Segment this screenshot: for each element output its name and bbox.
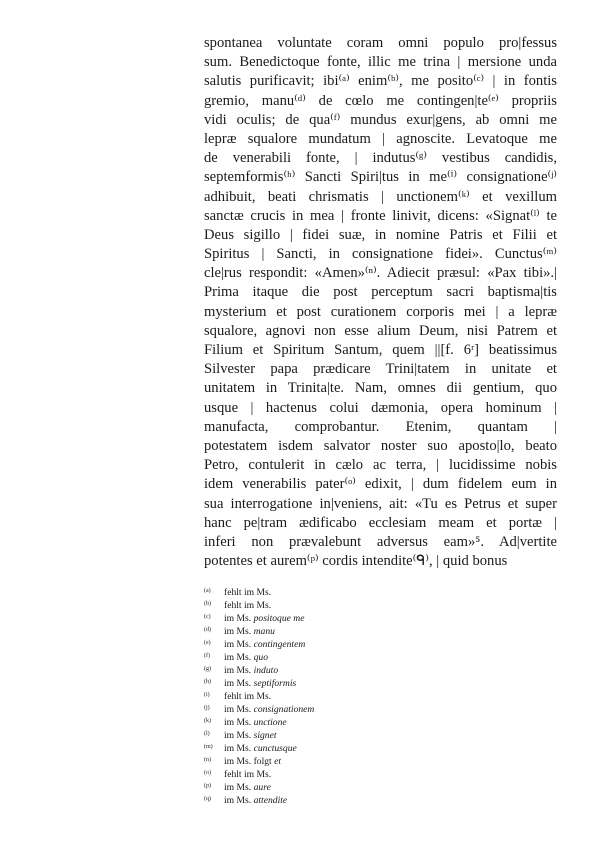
footnote-mark: (b): [204, 601, 211, 607]
footnote-reading: contingentem: [253, 639, 306, 650]
text-line: Silvester papa prædicare Trini|tatem in unitate et: [204, 361, 557, 378]
footnote-mark: (d): [204, 627, 211, 633]
footnote-mark: (p): [204, 783, 211, 789]
text-line: vidi oculis; de qua⁽ᶠ⁾ mundus exur|gens, ab omni me: [204, 111, 557, 128]
footnote-item: [204, 637, 504, 650]
footnote-item: [204, 663, 504, 676]
text-line: mysterium et post curationem corporis mei | a lepræ: [204, 303, 557, 320]
footnote-item: [204, 767, 504, 780]
text-line: hanc pe|tram ædificabo ecclesiam meam et portæ |: [204, 514, 557, 531]
footnote-mark: (q): [204, 796, 211, 802]
text-line: spontanea voluntate coram omni populo pro|fessus: [204, 35, 557, 51]
text-line: Filium et Spiritum Santum, quem ||[f. 6ʳ] beatissimus: [204, 342, 557, 358]
footnote-reading: attendite: [253, 795, 288, 806]
footnote-item: [204, 702, 504, 715]
footnote-text: im Ms.: [224, 652, 254, 663]
text-line: gremio, manu⁽ᵈ⁾ de cœlo me contingen|te⁽ᵉ⁾ propriis: [204, 92, 557, 109]
footnote-reading: cunctusque: [253, 743, 297, 754]
footnote-mark: (i): [204, 692, 210, 698]
footnote-mark: (n): [204, 757, 211, 763]
text-line: sum. Benedictoque fonte, illic me trina | mersione unda: [204, 54, 557, 71]
footnote-item: [204, 676, 504, 689]
text-line: salutis purificavit; ibi⁽ᵃ⁾ enim⁽ᵇ⁾, me posito⁽ᶜ⁾ | in fontis: [204, 73, 557, 90]
footnote-item: [204, 598, 504, 611]
footnote-text: im Ms.: [224, 626, 254, 637]
footnote-item: [204, 611, 504, 624]
footnote-text: im Ms.: [224, 743, 254, 754]
footnote-text: im Ms.: [224, 613, 254, 624]
text-line: Prima itaque die post perceptum sacri baptisma|tis: [204, 284, 557, 301]
footnote-mark: (h): [204, 679, 211, 685]
footnote-text: im Ms.: [224, 678, 254, 689]
text-line: potentes et aurem⁽ᵖ⁾ cordis intendite⁽ᑫ⁾, | quid bonus: [204, 553, 508, 570]
footnote-text: im Ms.: [224, 782, 254, 793]
text-line: squalore, agnovi non esse alium Deum, nisi Patrem et: [204, 322, 557, 339]
footnote-mark: (m): [204, 744, 213, 750]
footnote-text: im Ms.: [224, 639, 254, 650]
footnote-reading: induto: [253, 665, 279, 676]
text-line: inferi non prævalebunt adversus eam»⁵. Ad|vertite: [204, 533, 557, 550]
footnote-mark: (f): [204, 653, 210, 659]
text-line: manufacta, comprobantur. Etenim, quantam |: [204, 418, 557, 435]
footnote-mark: (k): [204, 718, 211, 724]
footnote-reading: unctione: [253, 717, 287, 728]
footnote-item: [204, 741, 504, 754]
footnote-text: fehlt im Ms.: [224, 769, 272, 780]
footnote-reading: positoque me: [253, 613, 305, 624]
text-line: Spiritus | Sancti, in consignatione fidei». Cunctus⁽ᵐ⁾: [204, 246, 557, 263]
footnote-mark: (j): [204, 705, 210, 711]
footnote-text: im Ms.: [224, 717, 254, 728]
footnote-reading: septiformis: [253, 678, 297, 689]
footnote-text: im Ms.: [224, 665, 254, 676]
text-line: adhibuit, beati chrismatis | unctionem⁽ᵏ⁾ et vexillum: [204, 188, 557, 205]
text-line: de venerabili fonte, | indutus⁽ᵍ⁾ vestibus candidis,: [204, 150, 557, 167]
text-line: cle|rus respondit: «Amen»⁽ⁿ⁾. Adiecit præsul: «Pax tibi».|: [204, 265, 557, 282]
footnote-mark: (a): [204, 588, 211, 594]
text-line: sua interrogatione in|veniens, ait: «Tu es Petrus et super: [204, 495, 557, 512]
footnote-text: fehlt im Ms.: [224, 691, 272, 702]
footnote-text: im Ms.: [224, 795, 254, 806]
footnote-item: [204, 585, 504, 598]
footnote-reading: quo: [253, 652, 268, 663]
footnote-item: [204, 754, 504, 767]
footnote-text: im Ms.: [224, 704, 254, 715]
footnotes-list: [204, 585, 504, 806]
footnote-reading: et: [274, 756, 282, 767]
footnote-mark: (e): [204, 640, 211, 646]
text-line: idem venerabilis pater⁽ᵒ⁾ edixit, | dum fidelem eum in: [204, 476, 557, 493]
text-line: Petro, contulerit in cælo ac terra, | lucidissime nobis: [204, 457, 557, 474]
footnote-mark: (l): [204, 731, 210, 737]
footnote-item: [204, 689, 504, 702]
text-line: sanctæ crucis in mea | fronte linivit, dicens: «Signat⁽ˡ⁾ te: [204, 207, 557, 224]
footnote-reading: signet: [253, 730, 277, 741]
footnote-item: [204, 793, 504, 806]
text-line: lepræ squalore mundatum | agnoscite. Levatoque me: [204, 130, 557, 147]
main-text-block: [204, 34, 557, 571]
footnote-item: [204, 650, 504, 663]
footnote-reading: consignationem: [253, 704, 315, 715]
footnote-text: im Ms. folgt: [224, 756, 275, 767]
footnote-text: fehlt im Ms.: [224, 600, 272, 611]
text-line: potestatem isdem salvator noster suo aposto|lo, beato: [204, 437, 557, 454]
footnote-item: [204, 780, 504, 793]
text-line: unitatem in Trinita|te. Nam, omnes dii gentium, quo: [204, 380, 557, 397]
text-line: Deus sigillo | fidei suæ, in nomine Patris et Filii et: [204, 226, 557, 243]
footnote-reading: manu: [253, 626, 275, 637]
footnote-mark: (g): [204, 666, 211, 672]
footnote-text: im Ms.: [224, 730, 254, 741]
footnote-text: fehlt im Ms.: [224, 587, 272, 598]
footnote-item: [204, 715, 504, 728]
footnote-mark: (c): [204, 614, 211, 620]
footnote-reading: aure: [253, 782, 271, 793]
footnote-item: [204, 624, 504, 637]
footnote-mark: (o): [204, 770, 211, 776]
text-line: septemformis⁽ʰ⁾ Sancti Spiri|tus in me⁽ⁱ⁾ consignatione⁽ʲ⁾: [204, 169, 557, 186]
footnote-item: [204, 728, 504, 741]
text-line: usque | hactenus colui dæmonia, opera hominum |: [204, 399, 557, 416]
